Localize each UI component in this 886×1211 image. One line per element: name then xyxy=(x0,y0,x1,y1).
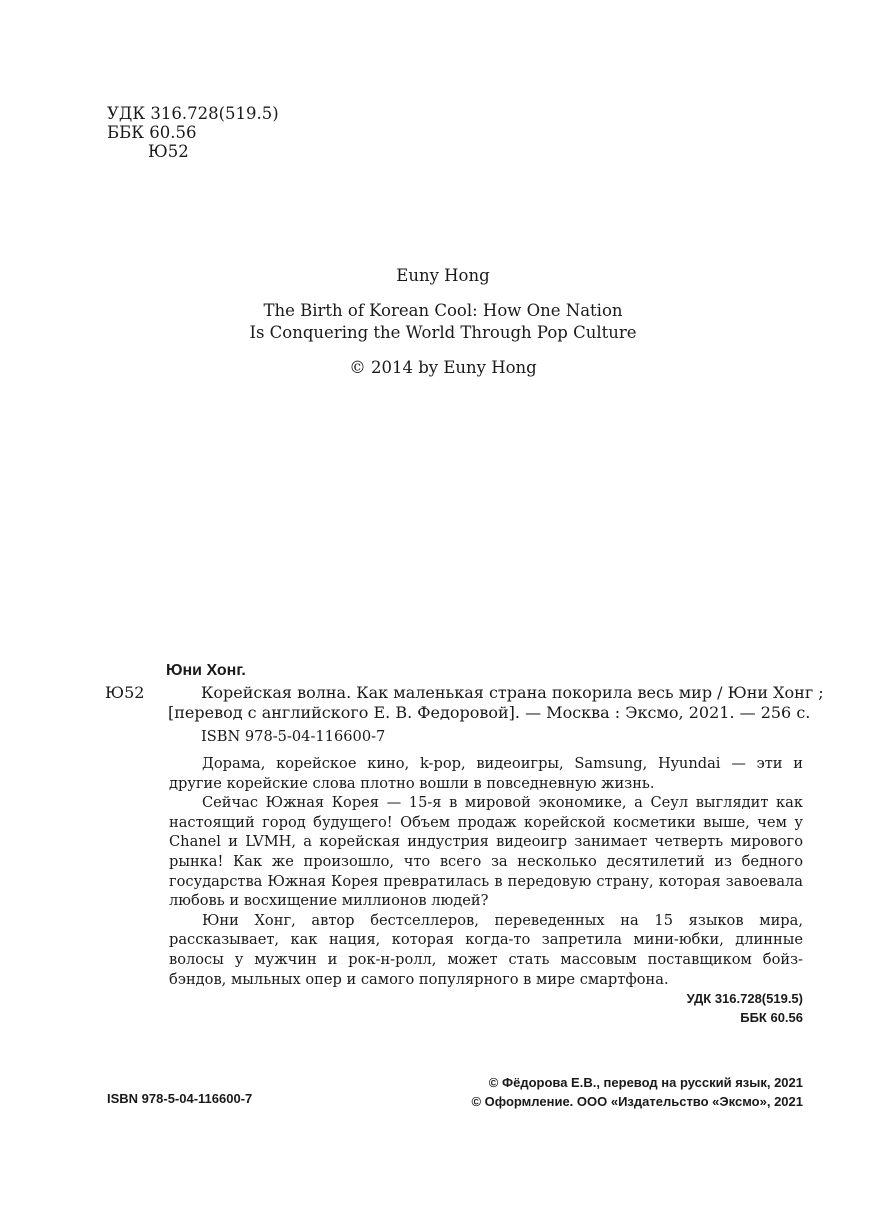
card-author-mark: Ю52 xyxy=(105,683,145,702)
annotation-paragraph-2: Сейчас Южная Корея — 15-я в мировой экономике, а Сеул выглядит как настоящий город будущего! Объем продаж корейской косметики выше, чем у Chanel и LVMH, а корейская индустрия видеоигр занимает четверть мирового рынка! Как же произошло, что всего за несколько десятилетий из бедного государства Южная Корея превратилась в передовую страну, которая завоевала любовь и восхищение миллионов людей? xyxy=(169,794,803,910)
annotation xyxy=(169,754,803,989)
original-author: Euny Hong xyxy=(396,266,490,285)
annotation-paragraph-3: Юни Хонг, автор бестселлеров, переведенных на 15 языков мира, рассказывает, как нация, которая когда-то запретила мини-юбки, длинные волосы у мужчин и рок-н-ролл, может стать массовым поставщиком бойз-бэндов, мыльных опер и самого популярного в мире смартфона. xyxy=(169,911,803,988)
card-title-line1: Корейская волна. Как маленькая страна покорила весь мир / Юни Хонг ; xyxy=(201,683,824,702)
card-udk-code: УДК 316.728(519.5) xyxy=(686,991,803,1006)
udk-code: УДК 316.728(519.5) xyxy=(107,104,279,123)
author-mark: Ю52 xyxy=(148,142,189,161)
copyright-translation: © Фёдорова Е.В., перевод на русский язык, 2021 xyxy=(488,1075,803,1090)
card-title-line2: [перевод с английского Е. В. Федоровой]. — Москва : Эксмо, 2021. — 256 с. xyxy=(168,703,811,722)
original-title-line1: The Birth of Korean Cool: How One Nation xyxy=(263,301,623,320)
card-author-heading: Юни Хонг. xyxy=(166,662,246,679)
bbk-code: ББК 60.56 xyxy=(107,123,197,142)
original-title-line2: Is Conquering the World Through Pop Culture xyxy=(249,323,637,342)
copyright-design: © Оформление. ООО «Издательство «Эксмо», 2021 xyxy=(471,1094,803,1109)
footer-isbn: ISBN 978-5-04-116600-7 xyxy=(107,1091,253,1106)
card-bbk-code: ББК 60.56 xyxy=(740,1010,803,1025)
original-copyright: © 2014 by Euny Hong xyxy=(349,358,537,377)
annotation-paragraph-1: Дорама, корейское кино, k-pop, видеоигры, Samsung, Hyundai — эти и другие корейские слова плотно вошли в повседневную жизнь. xyxy=(169,755,803,792)
card-isbn: ISBN 978-5-04-116600-7 xyxy=(201,728,386,745)
